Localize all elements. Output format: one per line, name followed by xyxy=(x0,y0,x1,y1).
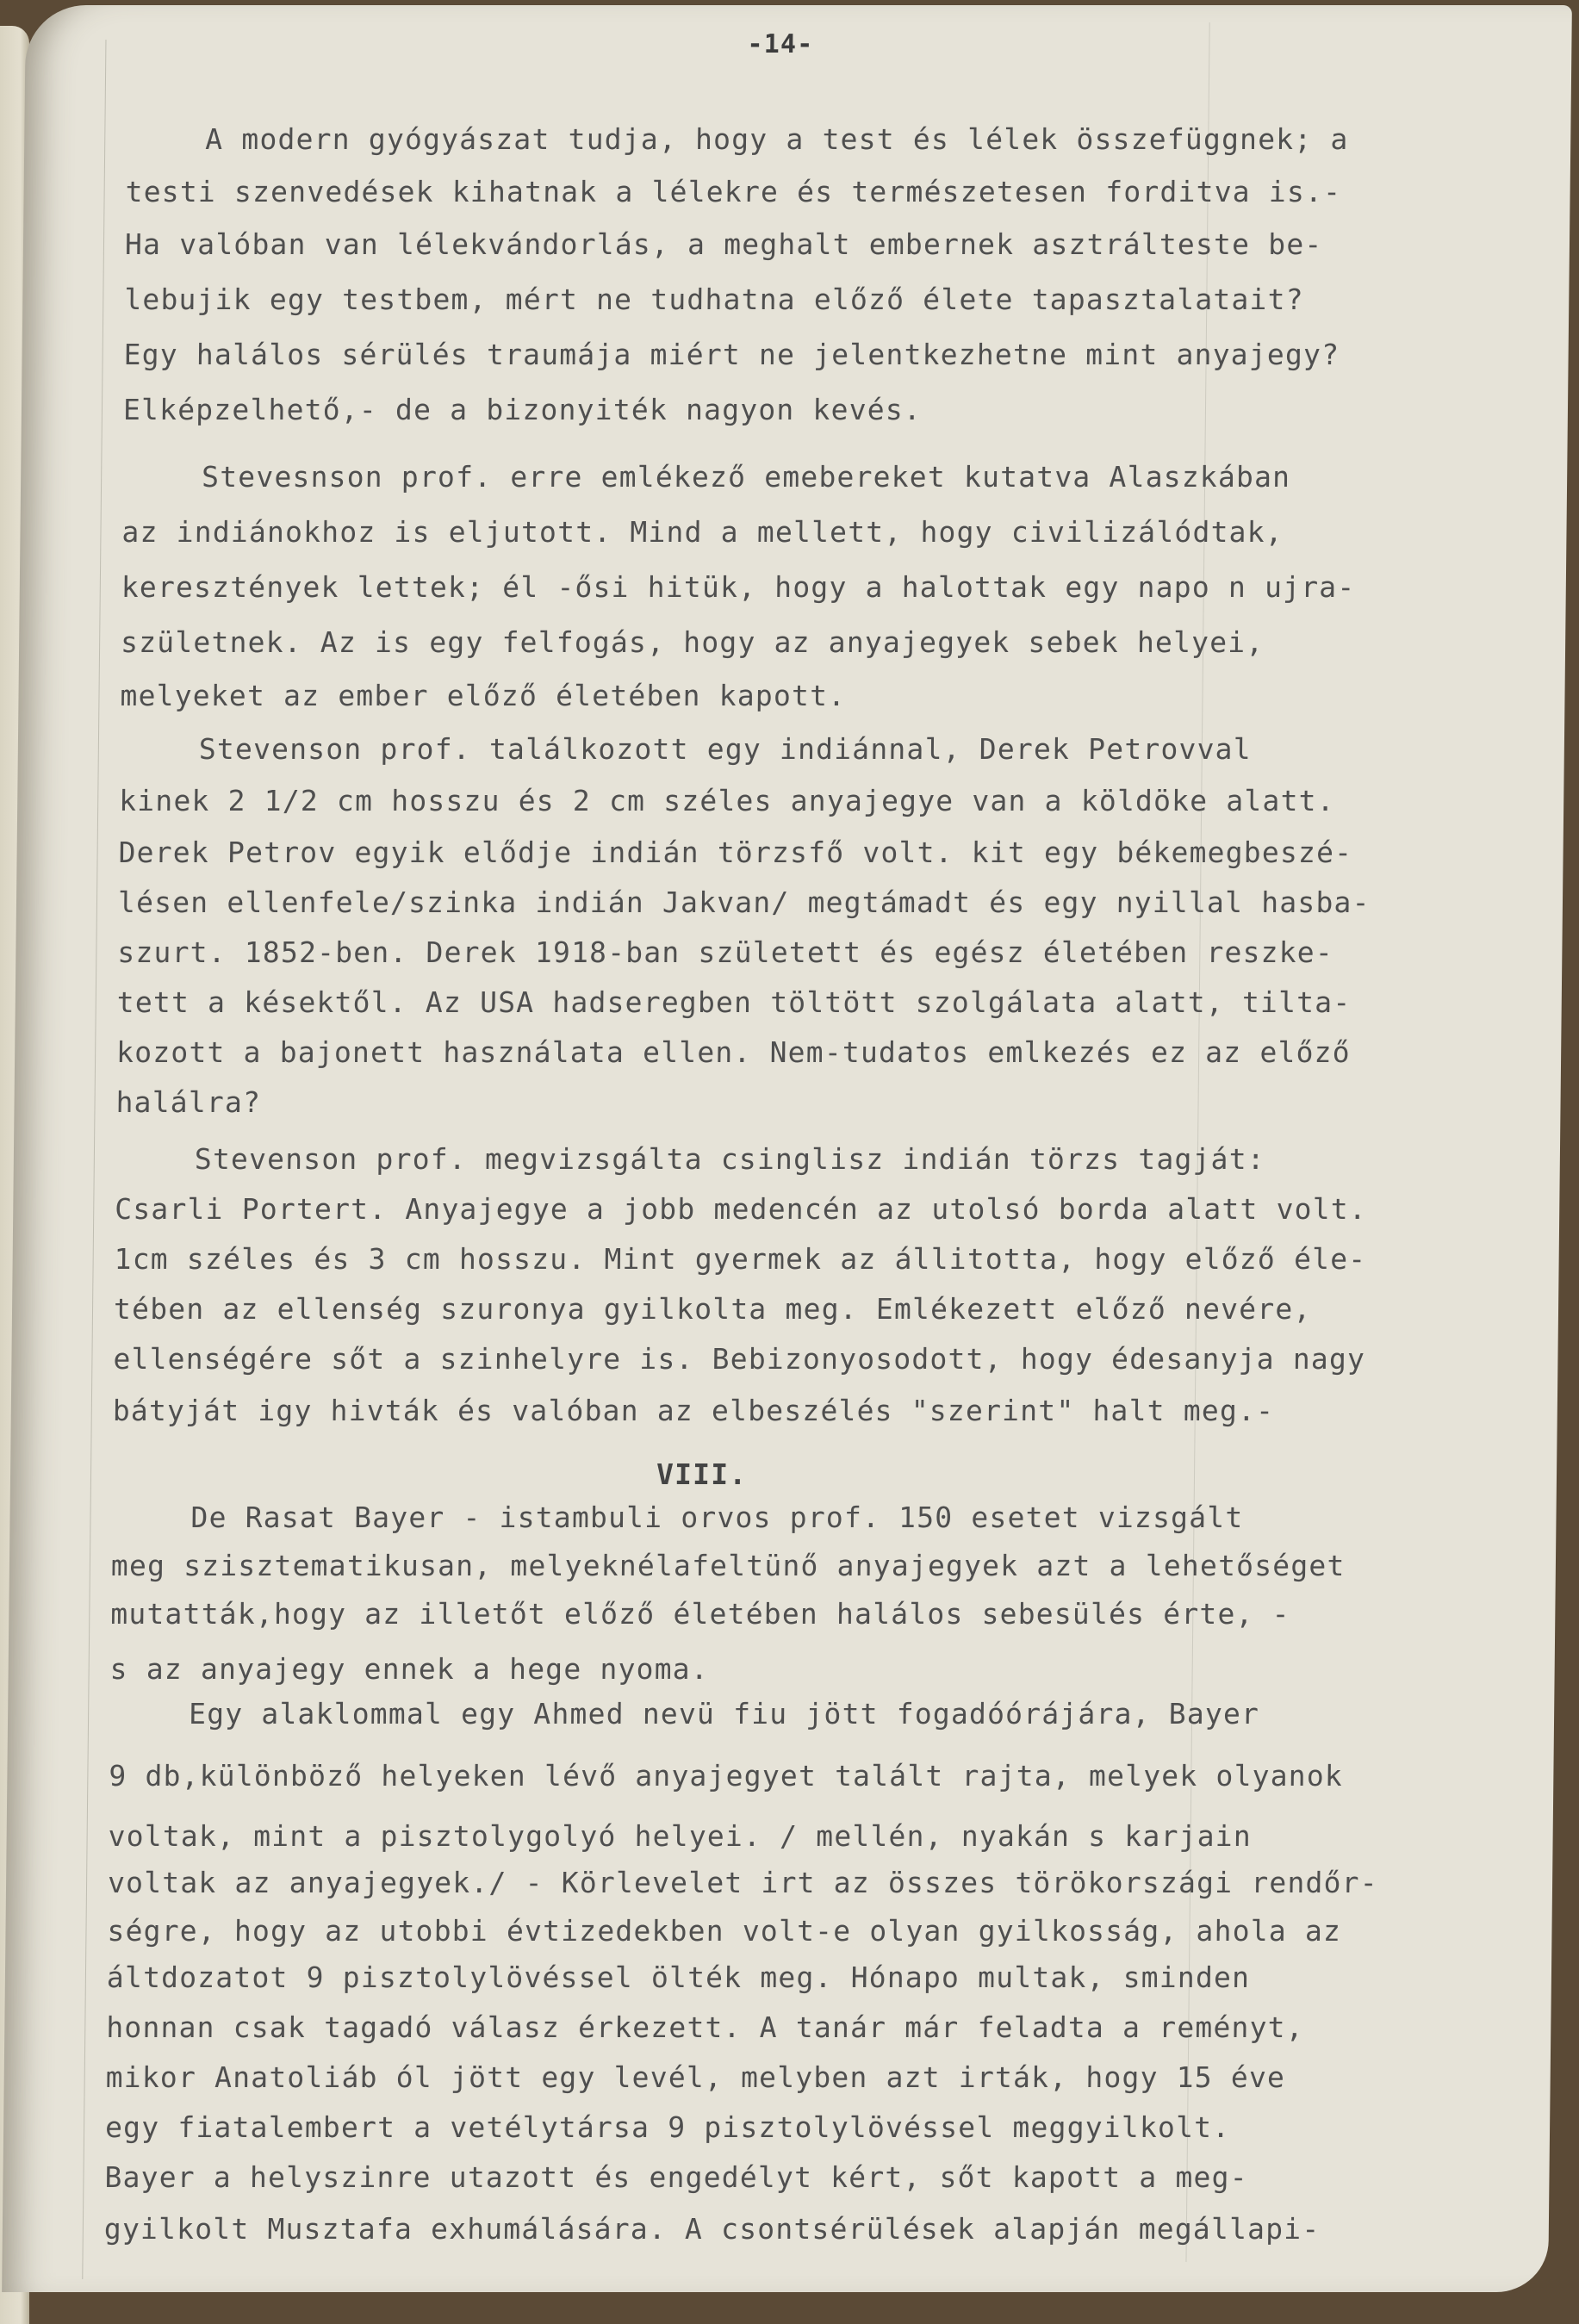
text-line: lebujik egy testbem, mért ne tudhatna előző élete tapasztalatait? xyxy=(124,283,1304,316)
text-line: s az anyajegy ennek a hege nyoma. xyxy=(109,1652,710,1686)
text-line: szurt. 1852-ben. Derek 1918-ban született és egész életében reszke- xyxy=(117,935,1334,969)
text-line: Derek Petrov egyik elődje indián törzsfő volt. kit egy békemegbeszé- xyxy=(118,836,1353,869)
text-line: Egy alaklommal egy Ahmed nevü fiu jött fogadóórájára, Bayer xyxy=(188,1697,1260,1731)
text-line: meg szisztematikusan, melyeknélafeltünő anyajegyek azt a lehetőséget xyxy=(110,1549,1346,1582)
text-line: Egy halálos sérülés traumája miért ne jelentkezhetne mint anyajegy? xyxy=(123,338,1340,371)
text-line: halálra? xyxy=(115,1085,262,1119)
text-line: Ha valóban van lélekvándorlás, a meghalt embernek asztrálteste be- xyxy=(124,227,1323,261)
text-line: 1cm széles és 3 cm hosszu. Mint gyermek az állitotta, hogy előző éle- xyxy=(114,1242,1367,1276)
text-line: De Rasat Bayer - istambuli orvos prof. 150 esetet vizsgált xyxy=(190,1501,1244,1534)
text-line: Bayer a helyszinre utazott és engedélyt kért, sőt kapott a meg- xyxy=(104,2160,1248,2194)
text-line: gyilkolt Musztafa exhumálására. A csontsérülések alapján megállapi- xyxy=(103,2212,1321,2246)
text-line: A modern gyógyászat tudja, hogy a test és lélek összefüggnek; a xyxy=(205,122,1349,156)
text-line: Stevenson prof. megvizsgálta csinglisz indián törzs tagját: xyxy=(194,1142,1266,1176)
text-line: melyeket az ember előző életében kapott. xyxy=(120,679,847,712)
text-line: mikor Anatoliáb ól jött egy levél, melyben azt irták, hogy 15 éve xyxy=(105,2060,1286,2094)
text-line: az indiánokhoz is eljutott. Mind a mellett, hogy civilizálódtak, xyxy=(121,515,1284,549)
text-line: testi szenvedések kihatnak a lélekre és természetesen forditva is.- xyxy=(125,175,1342,208)
text-line: Elképzelhető,- de a bizonyiték nagyon kevés. xyxy=(122,393,923,426)
text-line: Stevesnson prof. erre emlékező emebereket kutatva Alaszkában xyxy=(201,460,1291,494)
text-line: kozott a bajonett használata ellen. Nem-tudatos emlkezés ez az előző xyxy=(115,1035,1351,1069)
page-number: -14- xyxy=(747,29,814,59)
text-line: ségre, hogy az utobbi évtizedekben volt-e olyan gyilkosság, ahola az xyxy=(107,1914,1342,1948)
text-line: tett a késektől. Az USA hadseregben töltött szolgálata alatt, tilta- xyxy=(116,985,1352,1019)
text-line: keresztények lettek; él -ősi hitük, hogy a halottak egy napo n ujra- xyxy=(121,570,1356,604)
typewritten-page xyxy=(2,5,1572,2292)
text-line: mutatták,hogy az illetőt előző életében halálos sebesülés érte, - xyxy=(110,1597,1290,1631)
text-line: bátyját igy hivták és valóban az elbeszélés "szerint" halt meg.- xyxy=(112,1394,1275,1427)
text-line: tében az ellenség szuronya gyilkolta meg. Emlékezett előző nevére, xyxy=(113,1292,1312,1326)
text-line: születnek. Az is egy felfogás, hogy az anyajegyek sebek helyei, xyxy=(120,625,1265,659)
text-line: voltak, mint a pisztolygolyó helyei. / mellén, nyakán s karjain xyxy=(108,1819,1253,1853)
text-line: Stevenson prof. találkozott egy indiánnal, Derek Petrovval xyxy=(198,732,1253,766)
text-line: 9 db,különböző helyeken lévő anyajegyet talált rajta, melyek olyanok xyxy=(109,1759,1344,1793)
section-heading: VIII. xyxy=(656,1457,748,1491)
text-line: egy fiatalembert a vetélytársa 9 pisztolylövéssel meggyilkolt. xyxy=(104,2110,1231,2144)
text-line: honnan csak tagadó válasz érkezett. A tanár már feladta a reményt, xyxy=(106,2010,1304,2044)
text-line: kinek 2 1/2 cm hosszu és 2 cm széles anyajegye van a köldöke alatt. xyxy=(119,784,1335,817)
text-line: lésen ellenfele/szinka indián Jakvan/ megtámadt és egy nyillal hasba- xyxy=(117,885,1371,919)
text-line: ellenségére sőt a szinhelyre is. Bebizonyosodott, hogy édesanyja nagy xyxy=(113,1342,1366,1376)
text-line: Csarli Portert. Anyajegye a jobb medencén az utolsó borda alatt volt. xyxy=(115,1192,1368,1226)
text-line: voltak az anyajegyek./ - Körlevelet irt az összes törökországi rendőr- xyxy=(107,1866,1379,1899)
text-line: áltdozatot 9 pisztolylövéssel ölték meg. Hónapo multak, sminden xyxy=(106,1960,1251,1994)
